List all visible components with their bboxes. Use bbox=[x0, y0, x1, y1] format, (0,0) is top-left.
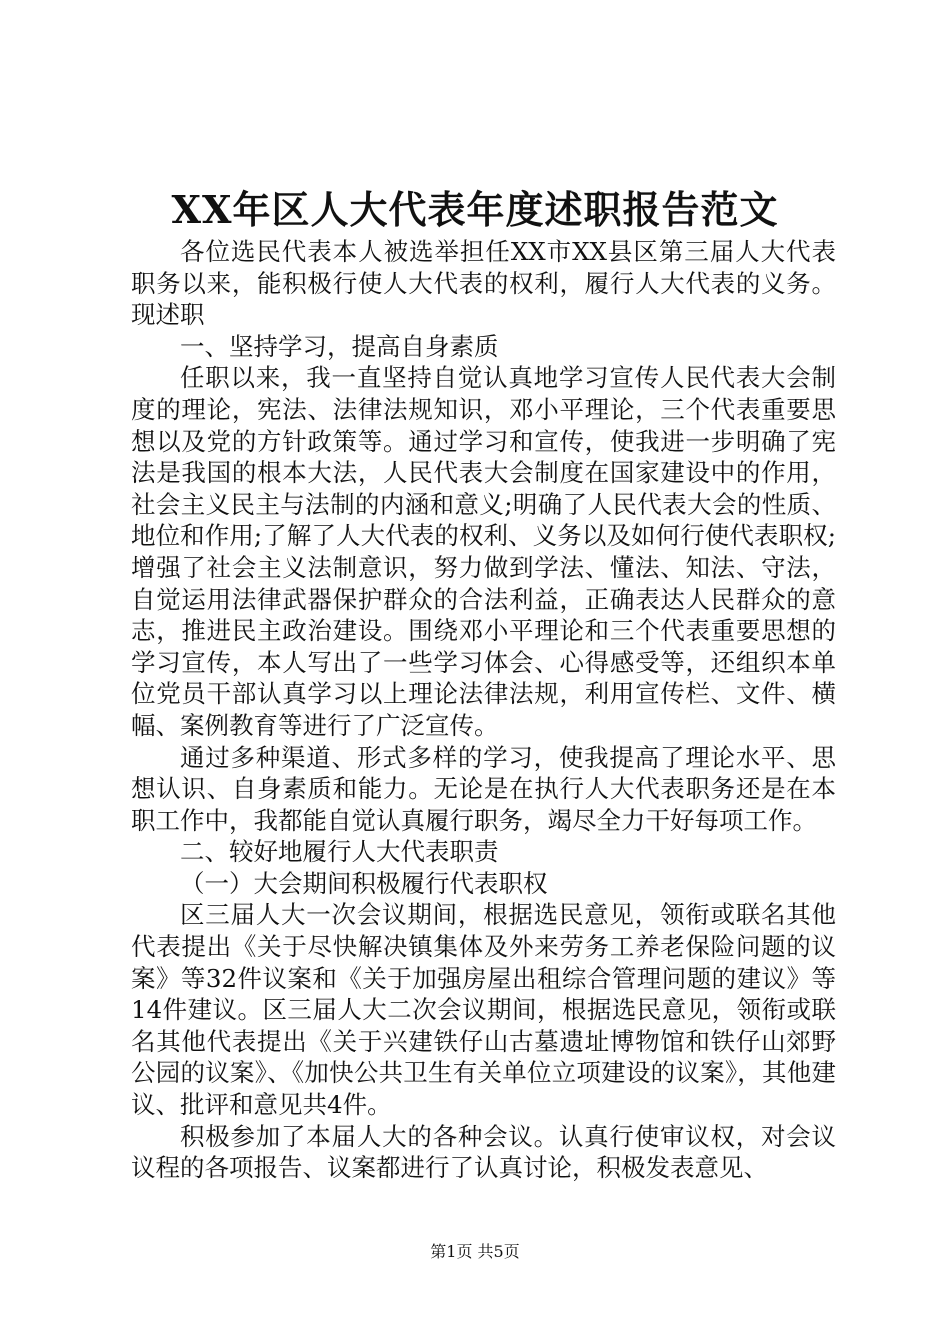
subsection-heading-1: （一）大会期间积极履行代表职权 bbox=[180, 868, 548, 898]
document-title: XX年区人大代表年度述职报告范文 bbox=[171, 187, 779, 232]
page-footer: 第1页 共5页 bbox=[430, 1242, 520, 1261]
section-heading-2: 二、较好地履行人大代表职责 bbox=[180, 837, 499, 867]
paragraph-meetings: 积极参加了本届人大的各种会议。认真行使审议权，对会议议程的各项报告、议案都进行了认真讨论，积极发表意见、 bbox=[131, 1121, 836, 1183]
section-heading-1: 一、坚持学习，提高自身素质 bbox=[180, 331, 499, 361]
document-body bbox=[131, 236, 836, 1184]
paragraph-proposals: 区三届人大一次会议期间，根据选民意见，领衔或联名其他代表提出《关于尽快解决镇集体及外来劳务工养老保险问题的议案》等32件议案和《关于加强房屋出租综合管理问题的建议》等14件建议。区三届人大二次会议期间，根据选民意见，领衔或联名其他代表提出《关于兴建铁仔山古墓遗址博物馆和铁仔山郊野公园的议案》、《加快公共卫生有关单位立项建设的议案》，其他建议、批评和意见共4件。 bbox=[131, 900, 836, 1120]
paragraph-intro: 各位选民代表本人被选举担任XX市XX县区第三届人大代表职务以来，能积极行使人大代表的权利，履行人大代表的义务。现述职 bbox=[131, 237, 836, 330]
paragraph-study-result: 通过多种渠道、形式多样的学习，使我提高了理论水平、思想认识、自身素质和能力。无论是在执行人大代表职务还是在本职工作中，我都能自觉认真履行职务，竭尽全力干好每项工作。 bbox=[131, 742, 836, 835]
paragraph-study: 任职以来，我一直坚持自觉认真地学习宣传人民代表大会制度的理论，宪法、法律法规知识，邓小平理论，三个代表重要思想以及党的方针政策等。通过学习和宣传，使我进一步明确了宪法是我国的根本大法，人民代表大会制度在国家建设中的作用，社会主义民主与法制的内涵和意义;明确了人民代表大会的性质、地位和作用;了解了人大代表的权利、义务以及如何行使代表职权;增强了社会主义法制意识，努力做到学法、懂法、知法、守法，自觉运用法律武器保护群众的合法利益，正确表达人民群众的意志，推进民主政治建设。围绕邓小平理论和三个代表重要思想的学习宣传，本人写出了一些学习体会、心得感受等，还组织本单位党员干部认真学习以上理论法律法规，利用宣传栏、文件、横幅、案例教育等进行了广泛宣传。 bbox=[131, 363, 836, 740]
